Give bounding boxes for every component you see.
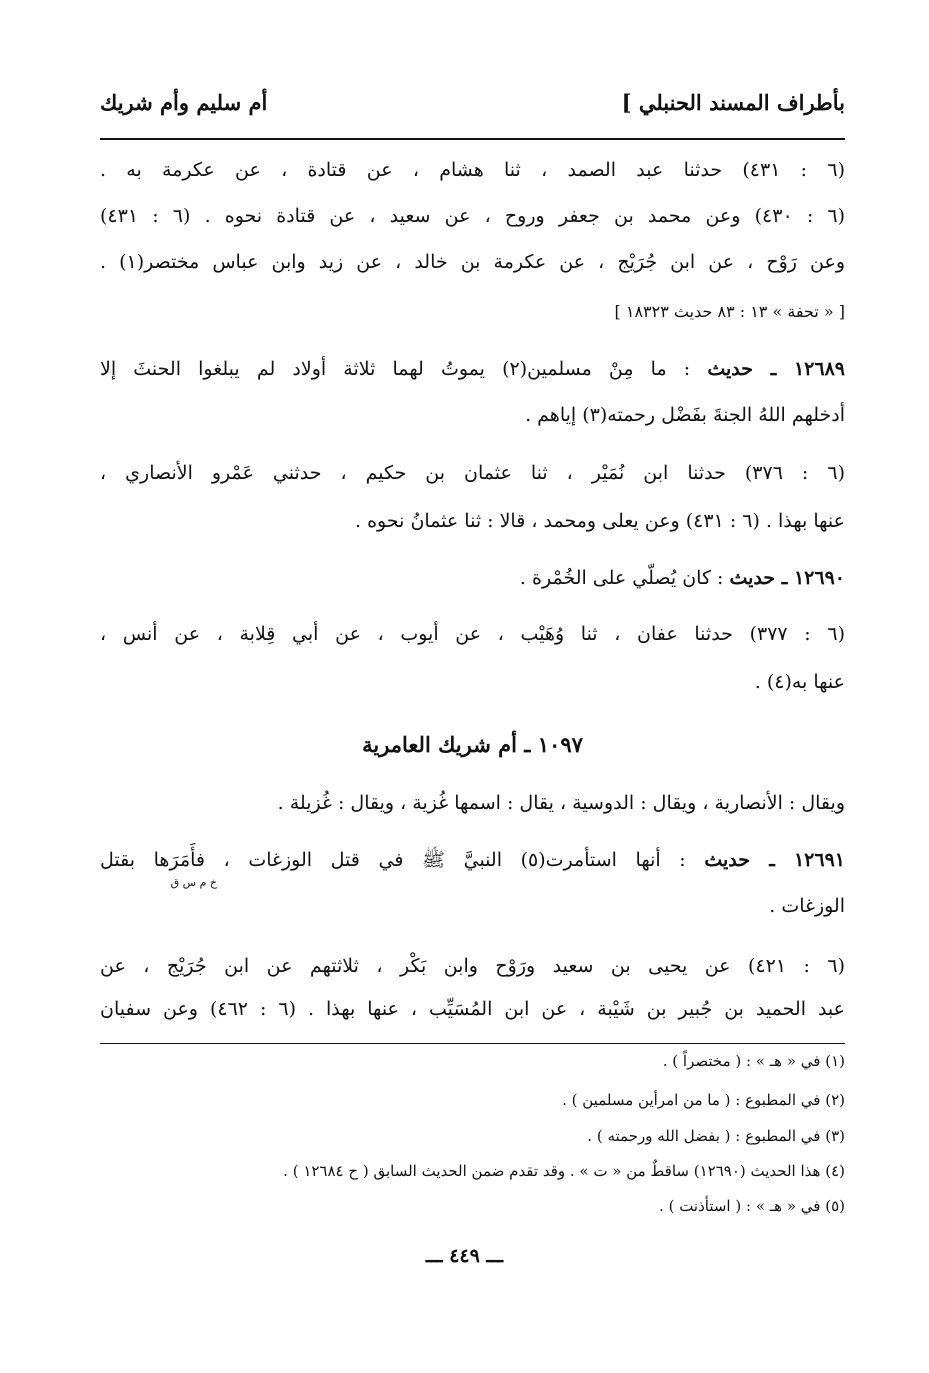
hadith-number: ١٢٦٨٩ ـ حديث — [707, 358, 845, 380]
hadith-text: : أنها استأمرت(٥) النبيَّ ﷺ في قتل الوزغات ، فأَمَرَها بقتل — [100, 849, 705, 871]
text-line: (٦ : ٣٧٧) حدثنا عفان ، ثنا وُهَيْب ، عن أيوب ، عن أبي قِلابة ، عن أنس ، — [100, 623, 845, 645]
hadith-text: : كان يُصلّي على الخُمْرة . — [519, 567, 730, 589]
header-book-title: بأطراف المسند الحنبلي ] — [621, 90, 845, 115]
page-number: ـــ ٤٤٩ ـــ — [425, 1245, 504, 1267]
footnote: (٣) في المطبوع : ( بفضل الله ورحمته ) . — [587, 1127, 845, 1145]
tuhfa-reference: [ « تحفة » ١٣ : ٨٣ حديث ١٨٣٢٣ ] — [614, 302, 845, 321]
hadith-line — [100, 356, 845, 382]
footnote-rule — [100, 1043, 845, 1044]
text-line: عنها به(٤) . — [754, 671, 845, 693]
footnote: (٥) في « هـ » : ( استأذنت ) . — [659, 1197, 845, 1215]
text-line: ويقال : الأنصارية ، ويقال : الدوسية ، يقال : اسمها غُزية ، ويقال : غُزيلة . — [277, 792, 845, 814]
source-sigla: خ م س ق — [170, 876, 217, 889]
text-line: (٦ : ٤٣١) حدثنا عبد الصمد ، ثنا هشام ، عن قتادة ، عن عكرمة به . — [100, 159, 845, 181]
text-line: وعن رَوْح ، عن ابن جُرَيْج ، عن عكرمة بن خالد ، عن زيد وابن عباس مختصر(١) . — [100, 251, 845, 273]
section-heading: ١٠٩٧ ـ أم شريك العامرية — [362, 732, 583, 757]
footnote: (٢) في المطبوع : ( ما من امرأين مسلمين ) . — [562, 1091, 845, 1109]
hadith-number: ١٢٦٩٠ ـ حديث — [729, 567, 845, 589]
text-line: عبد الحميد بن جُبير بن شَيْبة ، عن ابن المُسَيِّب ، عنها بهذا . (٦ : ٤٦٢) وعن سفيان — [100, 998, 845, 1020]
text-line: عنها بهذا . (٦ : ٤٣١) وعن يعلى ومحمد ، قالا : ثنا عثمانُ نحوه . — [355, 510, 845, 532]
hadith-text: : ما مِنْ مسلمين(٢) يموتُ لهما ثلاثة أولاد لم يبلغوا الحنثَ إلا — [100, 358, 708, 380]
text-line: (٦ : ٤٣٠) وعن محمد بن جعفر وروح ، عن سعيد ، عن قتادة نحوه . (٦ : ٤٣١) — [100, 205, 846, 227]
text-line: (٦ : ٣٧٦) حدثنا ابن نُمَيْر ، ثنا عثمان بن حكيم ، حدثني عَمْرو الأنصاري ، — [100, 462, 845, 484]
hadith-number: ١٢٦٩١ ـ حديث — [704, 849, 845, 871]
running-header — [100, 90, 845, 130]
footnote: (١) في « هـ » : ( مختصراً ) . — [662, 1052, 845, 1070]
hadith-line — [100, 565, 845, 591]
text-line: الوزغات . — [769, 895, 845, 917]
text-line: (٦ : ٤٢١) عن يحيى بن سعيد ورَوْح وابن بَكْر ، ثلاثتهم عن ابن جُرَيْج ، عن — [100, 955, 846, 977]
hadith-line — [100, 847, 845, 873]
header-section-title: أم سليم وأم شريك — [100, 90, 268, 115]
text-line: أدخلهم اللهُ الجنةَ بفَضْل رحمته(٣) إياهم . — [525, 404, 845, 426]
header-rule — [100, 138, 845, 140]
footnote: (٤) هذا الحديث (١٢٦٩٠) ساقطٌ من « ت » . وقد تقدم ضمن الحديث السابق ( ح ١٢٦٨٤ ) . — [283, 1162, 845, 1180]
